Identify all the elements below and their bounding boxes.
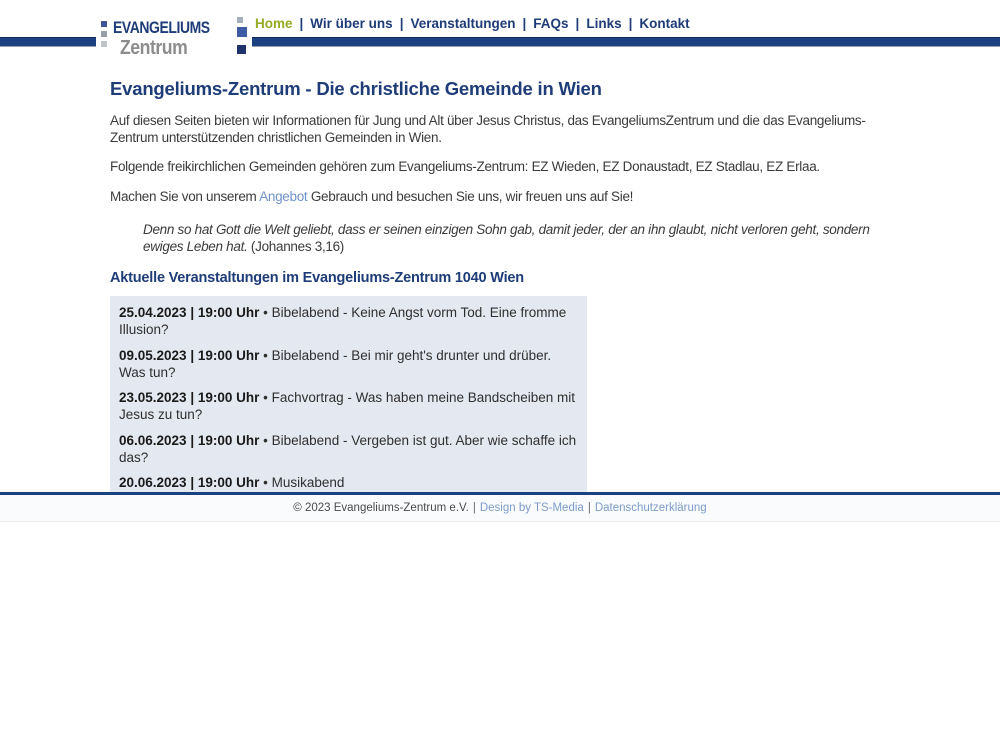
event-bullet: • [263,432,268,448]
intro-paragraph: Auf diesen Seiten bieten wir Informationen für Jung und Alt über Jesus Christus, das EvangeliumsZentrum und die das Evangeliums-Zentrum unterstützenden christlichen Gemeinden in Wien. [110,113,866,145]
events-heading: Aktuelle Veranstaltungen im Evangeliums-Zentrum 1040 Wien [110,270,524,287]
copyright-text: © 2023 Evangeliums-Zentrum e.V. [293,502,469,514]
nav-item-faqs[interactable]: FAQs [533,16,569,31]
bible-quote-reference: (Johannes 3,16) [247,238,345,254]
page-title: Evangeliums-Zentrum - Die christliche Gemeinde in Wien [110,78,602,99]
event-bullet: • [263,475,268,491]
event-datetime: 09.05.2023 | 19:00 Uhr [119,347,260,363]
logo-text [113,12,231,60]
event-title: Fachvortrag - Was haben meine Bandscheiben mit Jesus zu tun? [119,390,576,423]
nav-separator: | [299,16,304,31]
event-datetime: 20.06.2023 | 19:00 Uhr [119,475,260,491]
logo-wordmark-line1: EVANGELIUMS [113,18,210,37]
angebot-link[interactable]: Angebot [259,189,308,205]
event-bullet: • [263,305,268,321]
nav-item-wir-ueber-uns[interactable]: Wir über uns [310,16,393,31]
footer-separator: | [587,502,591,514]
event-datetime: 23.05.2023 | 19:00 Uhr [119,390,260,406]
bible-quote-text: Denn so hat Gott die Welt geliebt, dass er seinen einzigen Sohn gab, damit jeder, der an ihn glaubt, nicht verloren geht, sondern ewiges Leben hat. [143,221,870,254]
nav-item-home[interactable]: Home [255,16,293,31]
nav-separator: | [575,16,580,31]
main-navigation [255,16,690,31]
footer-link-design[interactable]: Design by TS-Media [479,502,584,514]
event-row [119,433,577,466]
footer-link-datenschutz[interactable]: Datenschutzerklärung [594,502,707,514]
logo-squares-right-icon [237,17,247,60]
event-row [119,348,577,381]
event-title: Bibelabend - Vergeben ist gut. Aber wie schaffe ich das? [119,432,577,465]
event-datetime: 06.06.2023 | 19:00 Uhr [119,432,260,448]
event-title: Bibelabend - Bei mir geht's drunter und drüber. Was tun? [119,347,552,380]
event-datetime: 25.04.2023 | 19:00 Uhr [119,305,260,321]
event-bullet: • [263,347,268,363]
site-logo[interactable] [96,12,252,60]
invite-text-after: Gebrauch und besuchen Sie uns, wir freuen uns auf Sie! [307,189,634,205]
communities-paragraph: Folgende freikirchlichen Gemeinden gehören zum Evangeliums-Zentrum: EZ Wieden, EZ Donaustadt, EZ Stadlau, EZ Erlaa. [110,159,820,175]
nav-item-kontakt[interactable]: Kontakt [639,16,690,31]
logo-squares-left-icon [101,21,107,60]
event-row [119,305,577,338]
nav-item-links[interactable]: Links [586,16,622,31]
invite-paragraph [110,189,872,206]
event-title: Bibelabend - Keine Angst vorm Tod. Eine fromme Illusion? [119,305,567,338]
invite-text-before: Machen Sie von unserem [110,189,260,205]
nav-item-veranstaltungen[interactable]: Veranstaltungen [410,16,516,31]
event-title: Musikabend [271,475,345,491]
footer-separator: | [472,502,476,514]
main-content [0,60,1000,492]
footer [0,495,1000,522]
event-bullet: • [263,390,268,406]
logo-wordmark-line2: Zentrum [120,37,188,59]
header [0,0,1000,60]
events-box [110,296,587,498]
nav-separator: | [628,16,633,31]
bible-quote [143,222,873,255]
event-row [119,390,577,423]
nav-separator: | [522,16,527,31]
nav-separator: | [399,16,404,31]
event-row [119,475,577,492]
